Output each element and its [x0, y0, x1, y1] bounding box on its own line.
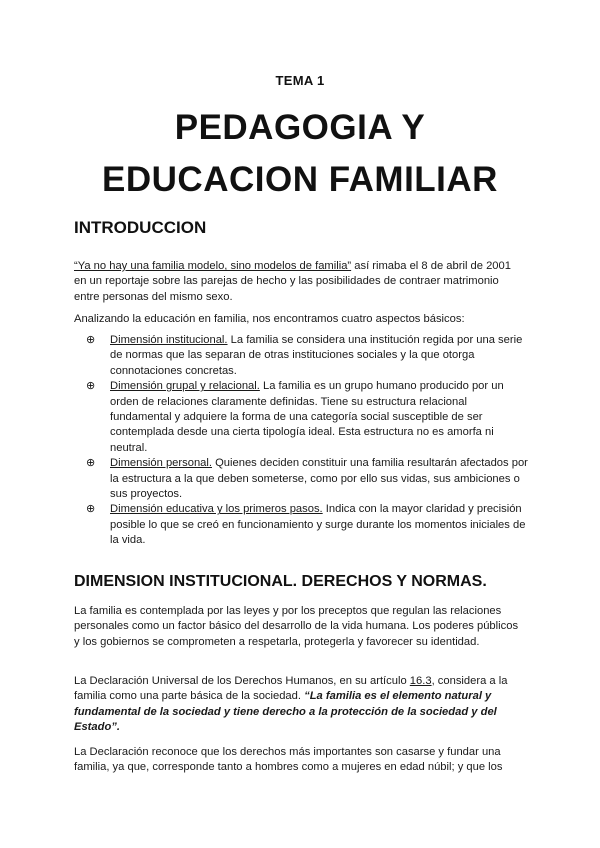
intro-quote: “Ya no hay una familia modelo, sino modelos de familia” [74, 260, 352, 272]
article-quote: “La familia es el elemento natural y fundamental de la sociedad y tiene derecho a la protección de la sociedad y del Estado”. [74, 690, 497, 734]
title-line-1: PEDAGOGIA Y [174, 108, 426, 147]
section2-paragraph-2-text-b: , considera a la familia como una parte básica de la sociedad. [74, 675, 508, 703]
aspect-term: Dimensión institucional. [110, 334, 228, 346]
title-line-2: EDUCACION FAMILIAR [102, 160, 498, 199]
aspect-text: La familia es un grupo humano producido por un orden de relaciones claramente definidas. Tiene su estructura relacional fundamental y adquiere la forma de una categoría social susceptible de ser contemplada desde una cierta tipología ideal. Esta estructura no es amorfa ni neutral. [110, 380, 504, 454]
aspect-term: Dimensión personal. [110, 457, 212, 470]
page-title [40, 102, 560, 206]
circled-plus-icon: ⊕ [86, 457, 96, 470]
section2-paragraph-2 [74, 674, 526, 736]
circled-plus-icon: ⊕ [86, 503, 96, 516]
list-item [86, 502, 528, 548]
list-item [86, 456, 528, 502]
aspect-term: Dimensión grupal y relacional. [110, 380, 260, 393]
intro-paragraph-1 [74, 259, 526, 305]
section2-paragraph-3: La Declaración reconoce que los derechos más importantes son casarse y fundar una familia, ya que, corresponde tanto a hombres como a mujeres en edad núbil; y que los [74, 746, 503, 774]
section2-paragraph-1: La familia es contemplada por las leyes y por los preceptos que regulan las relaciones personales como un factor básico del desarrollo de la vida humana. Los poderes públicos y los gobiernos se comprometen a respetarla, protegerla y favorecer su identidad. [74, 605, 519, 648]
list-item [86, 333, 528, 379]
list-item [86, 379, 528, 456]
aspect-text: La familia se considera una institución regida por una serie de normas que las separan de otras instituciones sociales y la que otorga connotaciones concretas. [110, 334, 523, 377]
intro-paragraph-2: Analizando la educación en familia, nos encontramos cuatro aspectos básicos: [74, 313, 465, 325]
aspect-text: Quienes deciden constituir una familia resultarán afectados por la estructura a la que deben someterse, como por ello sus vidas, sus ambiciones o sus proyectos. [110, 457, 528, 501]
circled-plus-icon: ⊕ [86, 380, 96, 393]
article-reference: 16.3 [409, 675, 432, 687]
aspect-text: Indica con la mayor claridad y precisión posible lo que se creó en funcionamiento y surge durante los momentos iniciales de la vida. [110, 503, 526, 547]
aspects-list [86, 333, 528, 549]
intro-paragraph-1-text: así rimaba el 8 de abril de 2001 en un reportaje sobre las parejas de hecho y las posibilidades de contraer matrimonio entre personas del mismo sexo. [74, 260, 511, 303]
chapter-label: TEMA 1 [275, 73, 325, 88]
aspect-term: Dimensión educativa y los primeros pasos. [110, 503, 323, 516]
circled-plus-icon: ⊕ [86, 334, 96, 346]
section-heading-introduccion: INTRODUCCION [74, 218, 207, 237]
section-heading-dimension-institucional: DIMENSION INSTITUCIONAL. DERECHOS Y NORMAS. [74, 573, 487, 590]
section2-paragraph-2-text-a: La Declaración Universal de los Derechos Humanos, en su artículo [74, 675, 410, 687]
